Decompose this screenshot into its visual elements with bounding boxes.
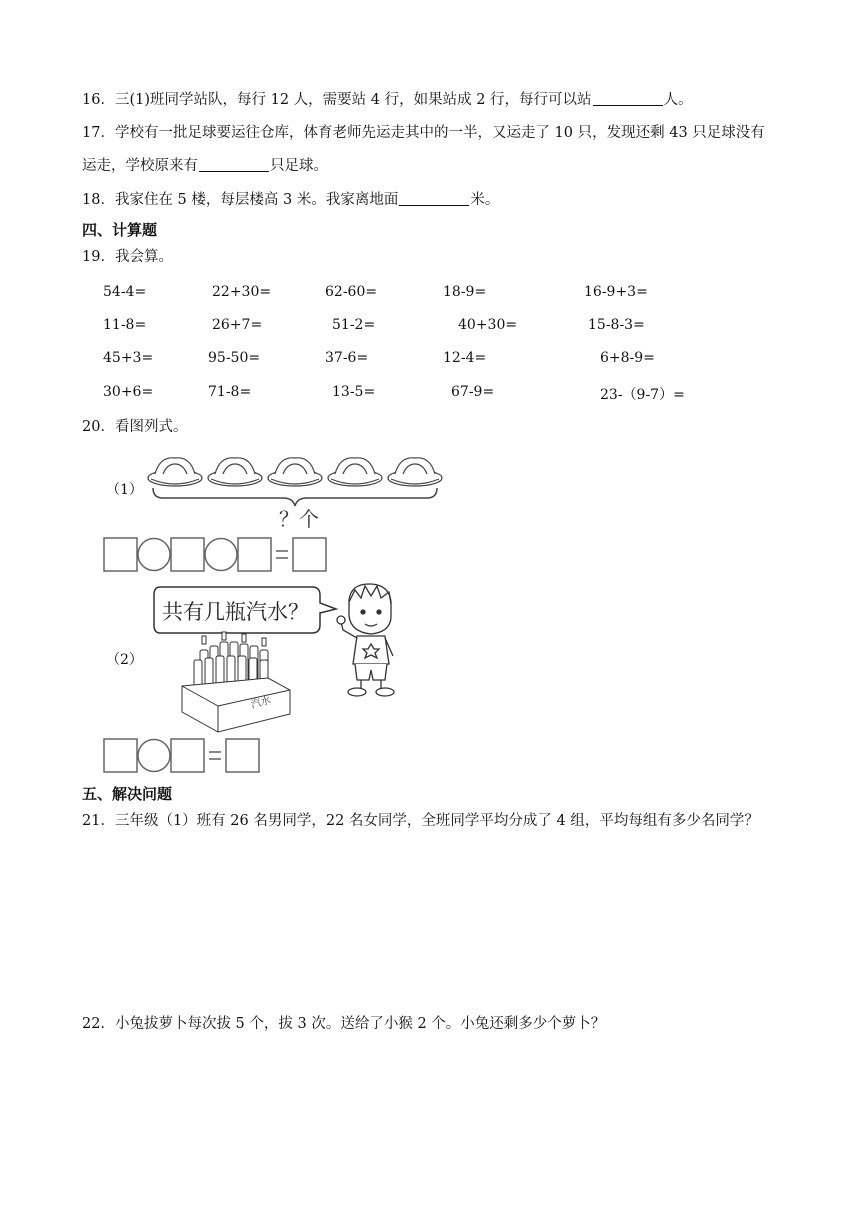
crate-box [182,678,290,732]
plate-with-buns [148,458,202,486]
calc-item: 15-8-3= [588,317,645,333]
answer-box [171,538,204,571]
question-text: 三年级（1）班有 26 名男同学，22 名女同学，全班同学平均分成了 4 组，平均每组有多少名同学？ [114,813,759,829]
crate-label: 汽水 [249,695,273,711]
operator-circle [138,539,170,571]
boy-shorts [355,664,387,680]
question-text: 学校有一批足球要运往仓库，体育老师先运走其中的一半，又运走了 10 只，发现还剩 43 只足球没有 [114,125,765,141]
answer-box [171,739,204,772]
answer-blank[interactable] [593,90,663,106]
plate-with-buns [388,458,442,486]
brace [153,488,437,506]
question-number: 16． [82,92,115,108]
question-text: 人。 [663,92,693,108]
answer-blank[interactable] [199,156,269,172]
question-21 [82,811,759,831]
question-number: 20． [82,419,115,435]
answer-box [226,739,259,772]
question-text: 我会算。 [114,249,173,265]
question-17-line1 [82,123,765,143]
operator-circle [205,539,237,571]
calc-item: 40+30= [458,317,518,333]
calc-row [103,284,723,304]
question-mark-count: ？个 [279,507,319,531]
answer-boxes-part1[interactable] [103,536,328,574]
calc-item: 16-9+3= [584,284,648,300]
answer-box [238,538,271,571]
answer-boxes-part2[interactable] [103,737,263,775]
plate-with-buns [268,458,322,486]
soda-crate-illustration [178,628,293,738]
question-text: 看图列式。 [114,419,188,435]
question-text: 运走，学校原来有 [82,158,198,174]
speech-text: 共有几瓶汽水？ [162,600,309,624]
answer-box [104,739,137,772]
question-text: 三(1)班同学站队，每行 12 人，需要站 4 行，如果站成 2 行，每行可以站 [114,92,592,108]
part-label: （1） [106,482,143,498]
calc-item: 6+8-9= [600,350,655,366]
calc-item: 37-6= [325,350,369,366]
question-20 [82,417,187,437]
part-label: （2） [106,652,143,668]
question-number: 21． [82,813,115,829]
question-18 [82,190,499,210]
calc-item: 18-9= [443,284,487,300]
question-number: 19． [82,249,115,265]
boy-shirt [353,636,389,664]
section-heading: 四、计算题 [82,221,158,239]
plate-with-buns [328,458,382,486]
calc-row [103,350,723,370]
calc-row [103,384,723,404]
question-number: 18． [82,192,115,208]
boy-illustration [335,580,405,700]
calc-item: 54-4= [103,284,147,300]
plate-with-buns [208,458,262,486]
question-17-line2 [82,156,328,176]
question-text: 米。 [470,192,500,208]
plates-of-buns-illustration [145,450,445,532]
answer-box [293,538,326,571]
operator-circle [138,740,170,772]
question-text: 只足球。 [270,158,328,174]
calc-item: 71-8= [208,384,252,400]
calc-item: 13-5= [332,384,376,400]
section-heading: 五、解决问题 [82,785,173,803]
calc-item: 11-8= [103,317,147,333]
calc-item: 45+3= [103,350,154,366]
question-number: 22． [82,1016,115,1032]
question-text: 小兔拔萝卜每次拔 5 个，拔 3 次。送给了小猴 2 个。小兔还剩多少个萝卜？ [114,1016,606,1032]
question-number: 17． [82,125,115,141]
calc-item: 22+30= [212,284,272,300]
calc-item: 95-50= [208,350,261,366]
calc-item: 51-2= [332,317,376,333]
answer-blank[interactable] [399,190,469,206]
question-22 [82,1014,605,1034]
calc-item: 67-9= [451,384,495,400]
question-19 [82,247,173,267]
calc-item: 12-4= [443,350,487,366]
calc-row [103,317,723,337]
calc-item: 62-60= [325,284,378,300]
question-16 [82,90,693,110]
answer-box [104,538,137,571]
calc-item: 26+7= [212,317,263,333]
question-text: 我家住在 5 楼，每层楼高 3 米。我家离地面 [114,192,399,208]
calc-item: 30+6= [103,384,154,400]
calc-item: 23-（9-7）= [600,387,685,403]
